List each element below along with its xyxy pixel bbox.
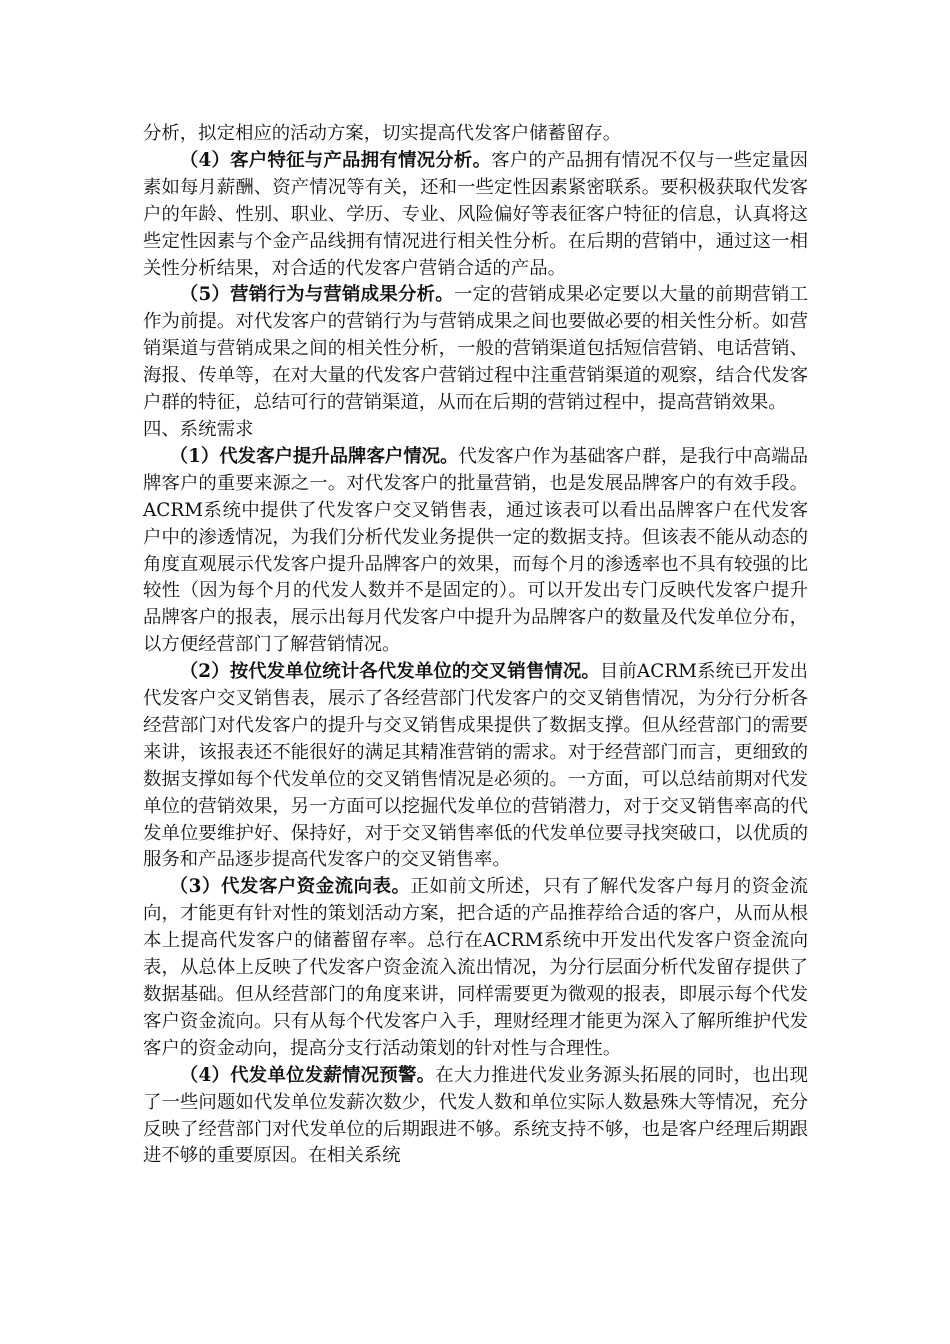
paragraph-lead: （1）代发客户提升品牌客户情况。: [169, 445, 459, 467]
paragraph-body: 目前ACRM系统已开发出代发客户交叉销售表，展示了各经营部门代发客户的交叉销售情况，为分行分析各经营部门对代发客户的提升与交叉销售成果提供了数据支撑。但从经营部门的需要来讲，该报表还不能很好的满足其精准营销的需求。对于经营部门而言，更细致的数据支撑如每个代发单位的交叉销售情况是必须的。一方面，可以总结前期对代发单位的营销效果，另一方面可以挖掘代发单位的营销潜力，对于交叉销售率高的代发单位要维护好、保持好，对于交叉销售率低的代发单位要寻找突破口，以优质的服务和产品逐步提高代发客户的交叉销售率。: [143, 661, 809, 871]
paragraph-body: 客户的产品拥有情况不仅与一些定量因素如每月薪酬、资产情况等有关，还和一些定性因素紧密联系。要积极获取代发客户的年龄、性别、职业、学历、专业、风险偏好等表征客户特征的信息，认真将这些定性因素与个金产品线拥有情况进行相关性分析。在后期的营销中，通过这一相关性分析结果，对合适的代发客户营销合适的产品。: [143, 149, 808, 279]
paragraph-customer-features: [143, 148, 808, 283]
paragraph-lead: （4）代发单位发薪情况预警。: [179, 1064, 436, 1086]
paragraph-payroll-warning: [143, 1063, 808, 1171]
paragraph-body: 一定的营销成果必定要以大量的前期营销工作为前提。对代发客户的营销行为与营销成果之间也要做必要的相关性分析。如营销渠道与营销成果之间的相关性分析，一般的营销渠道包括短信营销、电话营销、海报、传单等，在对大量的代发客户营销过程中注重营销渠道的观察，结合代发客户群的特征，总结可行的营销渠道，从而在后期的营销过程中，提高营销效果。: [143, 284, 808, 414]
paragraph-continuation: 分析，拟定相应的活动方案，切实提高代发客户储蓄留存。: [143, 123, 622, 144]
paragraph-lead: （4）客户特征与产品拥有情况分析。: [179, 149, 492, 171]
paragraph-body: 代发客户作为基础客户群，是我行中高端品牌客户的重要来源之一。对代发客户的批量营销，也是发展品牌客户的有效手段。ACRM系统中提供了代发客户交叉销售表，通过该表可以看出品牌客户在代发客户中的渗透情况，为我们分析代发业务提供一定的数据支持。但该表不能从动态的角度直观展示代发客户提升品牌客户的效果，而每个月的渗透率也不具有较强的比较性（因为每个月的代发人数并不是固定的）。可以开发出专门反映代发客户提升品牌客户的报表，展示出每月代发客户中提升为品牌客户的数量及代发单位分布，以方便经营部门了解营销情况。: [143, 445, 808, 656]
paragraph-marketing-behavior: [143, 282, 808, 417]
paragraph-lead: （2）按代发单位统计各代发单位的交叉销售情况。: [179, 661, 600, 683]
paragraph-body: 在大力推进代发业务源头拓展的同时，也出现了一些问题如代发单位发薪次数少，代发人数和单位实际人数悬殊大等情况，充分反映了经营部门对代发单位的后期跟进不够。系统支持不够，也是客户经理后期跟进不够的重要原因。在相关系统: [143, 1064, 808, 1167]
paragraph-fund-flow: [143, 874, 808, 1062]
paragraph-lead: （3）代发客户资金流向表。: [169, 876, 411, 898]
paragraph-body: 正如前文所述，只有了解代发客户每月的资金流向，才能更有针对性的策划活动方案，把合适的产品推荐给合适的客户，从而从根本上提高代发客户的储蓄留存率。总行在ACRM系统中开发出代发客户资金流向表，从总体上反映了代发客户资金流入流出情况，为分行层面分析代发留存提供了数据基础。但从经营部门的角度来讲，同样需要更为微观的报表，即展示每个代发客户资金流向。只有从每个代发客户入手，理财经理才能更为深入了解所维护代发客户的资金动向，提高分支行活动策划的针对性与合理性。: [143, 876, 808, 1059]
section-heading: 四、系统需求: [143, 418, 254, 440]
paragraph-lead: （5）营销行为与营销成果分析。: [179, 284, 454, 306]
document-page: [143, 121, 808, 1170]
paragraph-brand-upgrade: [143, 444, 808, 659]
paragraph-cross-selling: [143, 659, 808, 874]
